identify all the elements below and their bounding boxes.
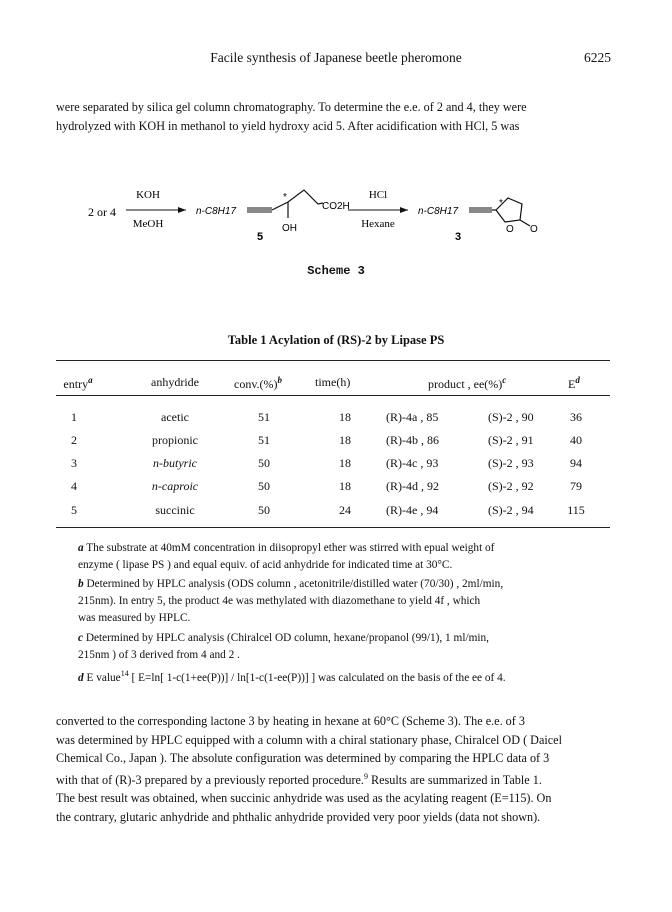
cell-product-s: (S)-2 , 92 [488,479,534,493]
scheme-caption: Scheme 3 [307,264,365,278]
carbon-chain-5 [272,190,323,210]
cell-entry: 2 [71,433,77,447]
cell-anhydride: n-butyric [153,456,197,470]
table-title: Table 1 Acylation of (RS)-2 by Lipase PS [227,333,445,347]
paragraph-line: the contrary, glutaric anhydride and phthalic anhydride provided very poor yields (data not shown). [56,810,541,825]
reagent-koh: KOH [136,189,160,201]
carbonyl-bond [520,220,530,226]
cell-e-value: 36 [570,410,582,424]
paragraph-line: was determined by HPLC equipped with a column with a chiral stationary phase, Chiralcel OD ( Daicel [56,732,562,747]
cell-product-s: (S)-2 , 94 [488,503,534,517]
chain-octyl-2: n-C8H17 [418,206,459,217]
cell-conversion: 51 [258,410,270,424]
cell-product-s: (S)-2 , 90 [488,410,534,424]
cell-anhydride: n-caproic [151,479,199,493]
compound-3-label: 3 [454,231,462,243]
cell-anhydride: acetic [161,410,189,424]
cell-conversion: 51 [258,433,270,447]
cell-e-value: 94 [570,456,582,470]
footnote-a: a The substrate at 40mM concentration in diisopropyl ether was stirred with epual weight of enzyme ( lipase PS ) and equal equiv. of acid anhydride for indicated time at 30°C. [78,542,495,571]
paragraph-results [56,712,622,827]
cell-product-r: (R)-4a , 85 [386,410,439,424]
footnote-letter: a [78,542,84,554]
chain-octyl-1: n-C8H17 [196,206,237,217]
reagent-hcl: HCl [368,189,388,201]
stereocenter-star-2: * [499,198,503,209]
ring-oxygen-label: O [506,224,514,235]
footnote-letter: c [78,632,84,644]
footnote-c: c Determined by HPLC analysis (Chiralcel OD column, hexane/propanol (99/1), 1 ml/min, 215nm ) of 3 derived from 4 and 2 . [78,632,489,661]
cell-entry: 4 [71,479,77,493]
column-header-e-value: $E^d$ [568,375,580,391]
paragraph-line: with that of (R)-3 prepared by a previously reported procedure.$^9$ Results are summarized in Table 1. [56,771,542,787]
cell-conversion: 50 [258,503,270,517]
cell-e-value: 40 [570,433,582,447]
cell-product-s: (S)-2 , 93 [488,456,534,470]
table-top-rule [56,360,610,361]
cell-e-value: 79 [570,479,582,493]
scheme-start-label: 2 or 4 [88,205,116,219]
cell-time: 18 [339,479,351,493]
paragraph-intro [56,98,622,135]
cell-time: 18 [339,456,351,470]
column-header-product: product , ee(%)$^c$ [428,375,507,391]
compound-5-label: 5 [256,231,264,243]
arrowhead-1 [178,207,186,213]
table-bottom-rule [56,527,610,528]
arrowhead-2 [400,207,408,213]
reagent-hexane: Hexane [361,218,395,230]
cell-entry: 1 [71,410,77,424]
scheme-3-diagram [0,170,672,260]
paragraph-line: converted to the corresponding lactone 3 by heating in hexane at 60°C (Scheme 3). The e.e. of 3 [56,714,525,728]
cell-e-value: 115 [567,503,585,517]
cell-product-s: (S)-2 , 91 [488,433,534,447]
reagent-meoh: MeOH [132,218,164,230]
cell-product-r: (R)-4e , 94 [386,503,439,517]
cell-conversion: 50 [258,479,270,493]
paragraph-line: hydrolyzed with KOH in methanol to yield hydroxy acid 5. After acidification with HCl, 5 was [56,118,520,133]
cell-product-r: (R)-4d , 92 [386,479,439,493]
column-header-time: time(h) [315,375,351,389]
page-number: 6225 [584,50,611,65]
column-header-anhydride: anhydride [151,375,199,389]
stereocenter-star-1: * [283,192,287,203]
cell-product-r: (R)-4b , 86 [386,433,439,447]
footnote-b: b Determined by HPLC analysis (ODS column , acetonitrile/distilled water (70/30) , 2ml/min, 215nm). In entry 5, the product 4e was methylated with diazomethane to yield 4f , which was measured by HPLC. [78,578,504,624]
footnote-d: d E value$^{14}$ [ E=ln[ 1-c(1+ee(P))] / ln[1-c(1-ee(P))] ] was calculated on the basis of the ee of 4. [78,669,506,684]
paragraph-line: Chemical Co., Japan ). The absolute configuration was determined by comparing the HPLC data of 3 [56,751,550,766]
table-header-rule [56,395,610,396]
cell-entry: 5 [71,503,77,517]
footnote-letter: d [78,671,84,684]
cell-anhydride: succinic [155,503,195,517]
running-header-title: Facile synthesis of Japanese beetle pheromone [210,50,462,65]
cell-time: 24 [339,503,351,517]
cell-product-r: (R)-4c , 93 [386,456,439,470]
footnote-letter: b [78,578,84,590]
hydroxyl-label: OH [282,223,297,234]
cell-entry: 3 [71,456,77,470]
carbonyl-oxygen-label: O [530,224,538,235]
column-header-conversion: conv.(%)$^b$ [234,375,283,391]
cell-conversion: 50 [258,456,270,470]
paragraph-line: The best result was obtained, when succinic anhydride was used as the acylating reagent (E=115). On [56,791,552,806]
column-header-entry: entry$^a$ [63,375,93,391]
cell-time: 18 [339,410,351,424]
cell-time: 18 [339,433,351,447]
carboxylic-acid-label: CO2H [322,201,350,212]
paragraph-line: were separated by silica gel column chromatography. To determine the e.e. of 2 and 4, they were [56,100,527,114]
cell-anhydride: propionic [152,433,198,447]
